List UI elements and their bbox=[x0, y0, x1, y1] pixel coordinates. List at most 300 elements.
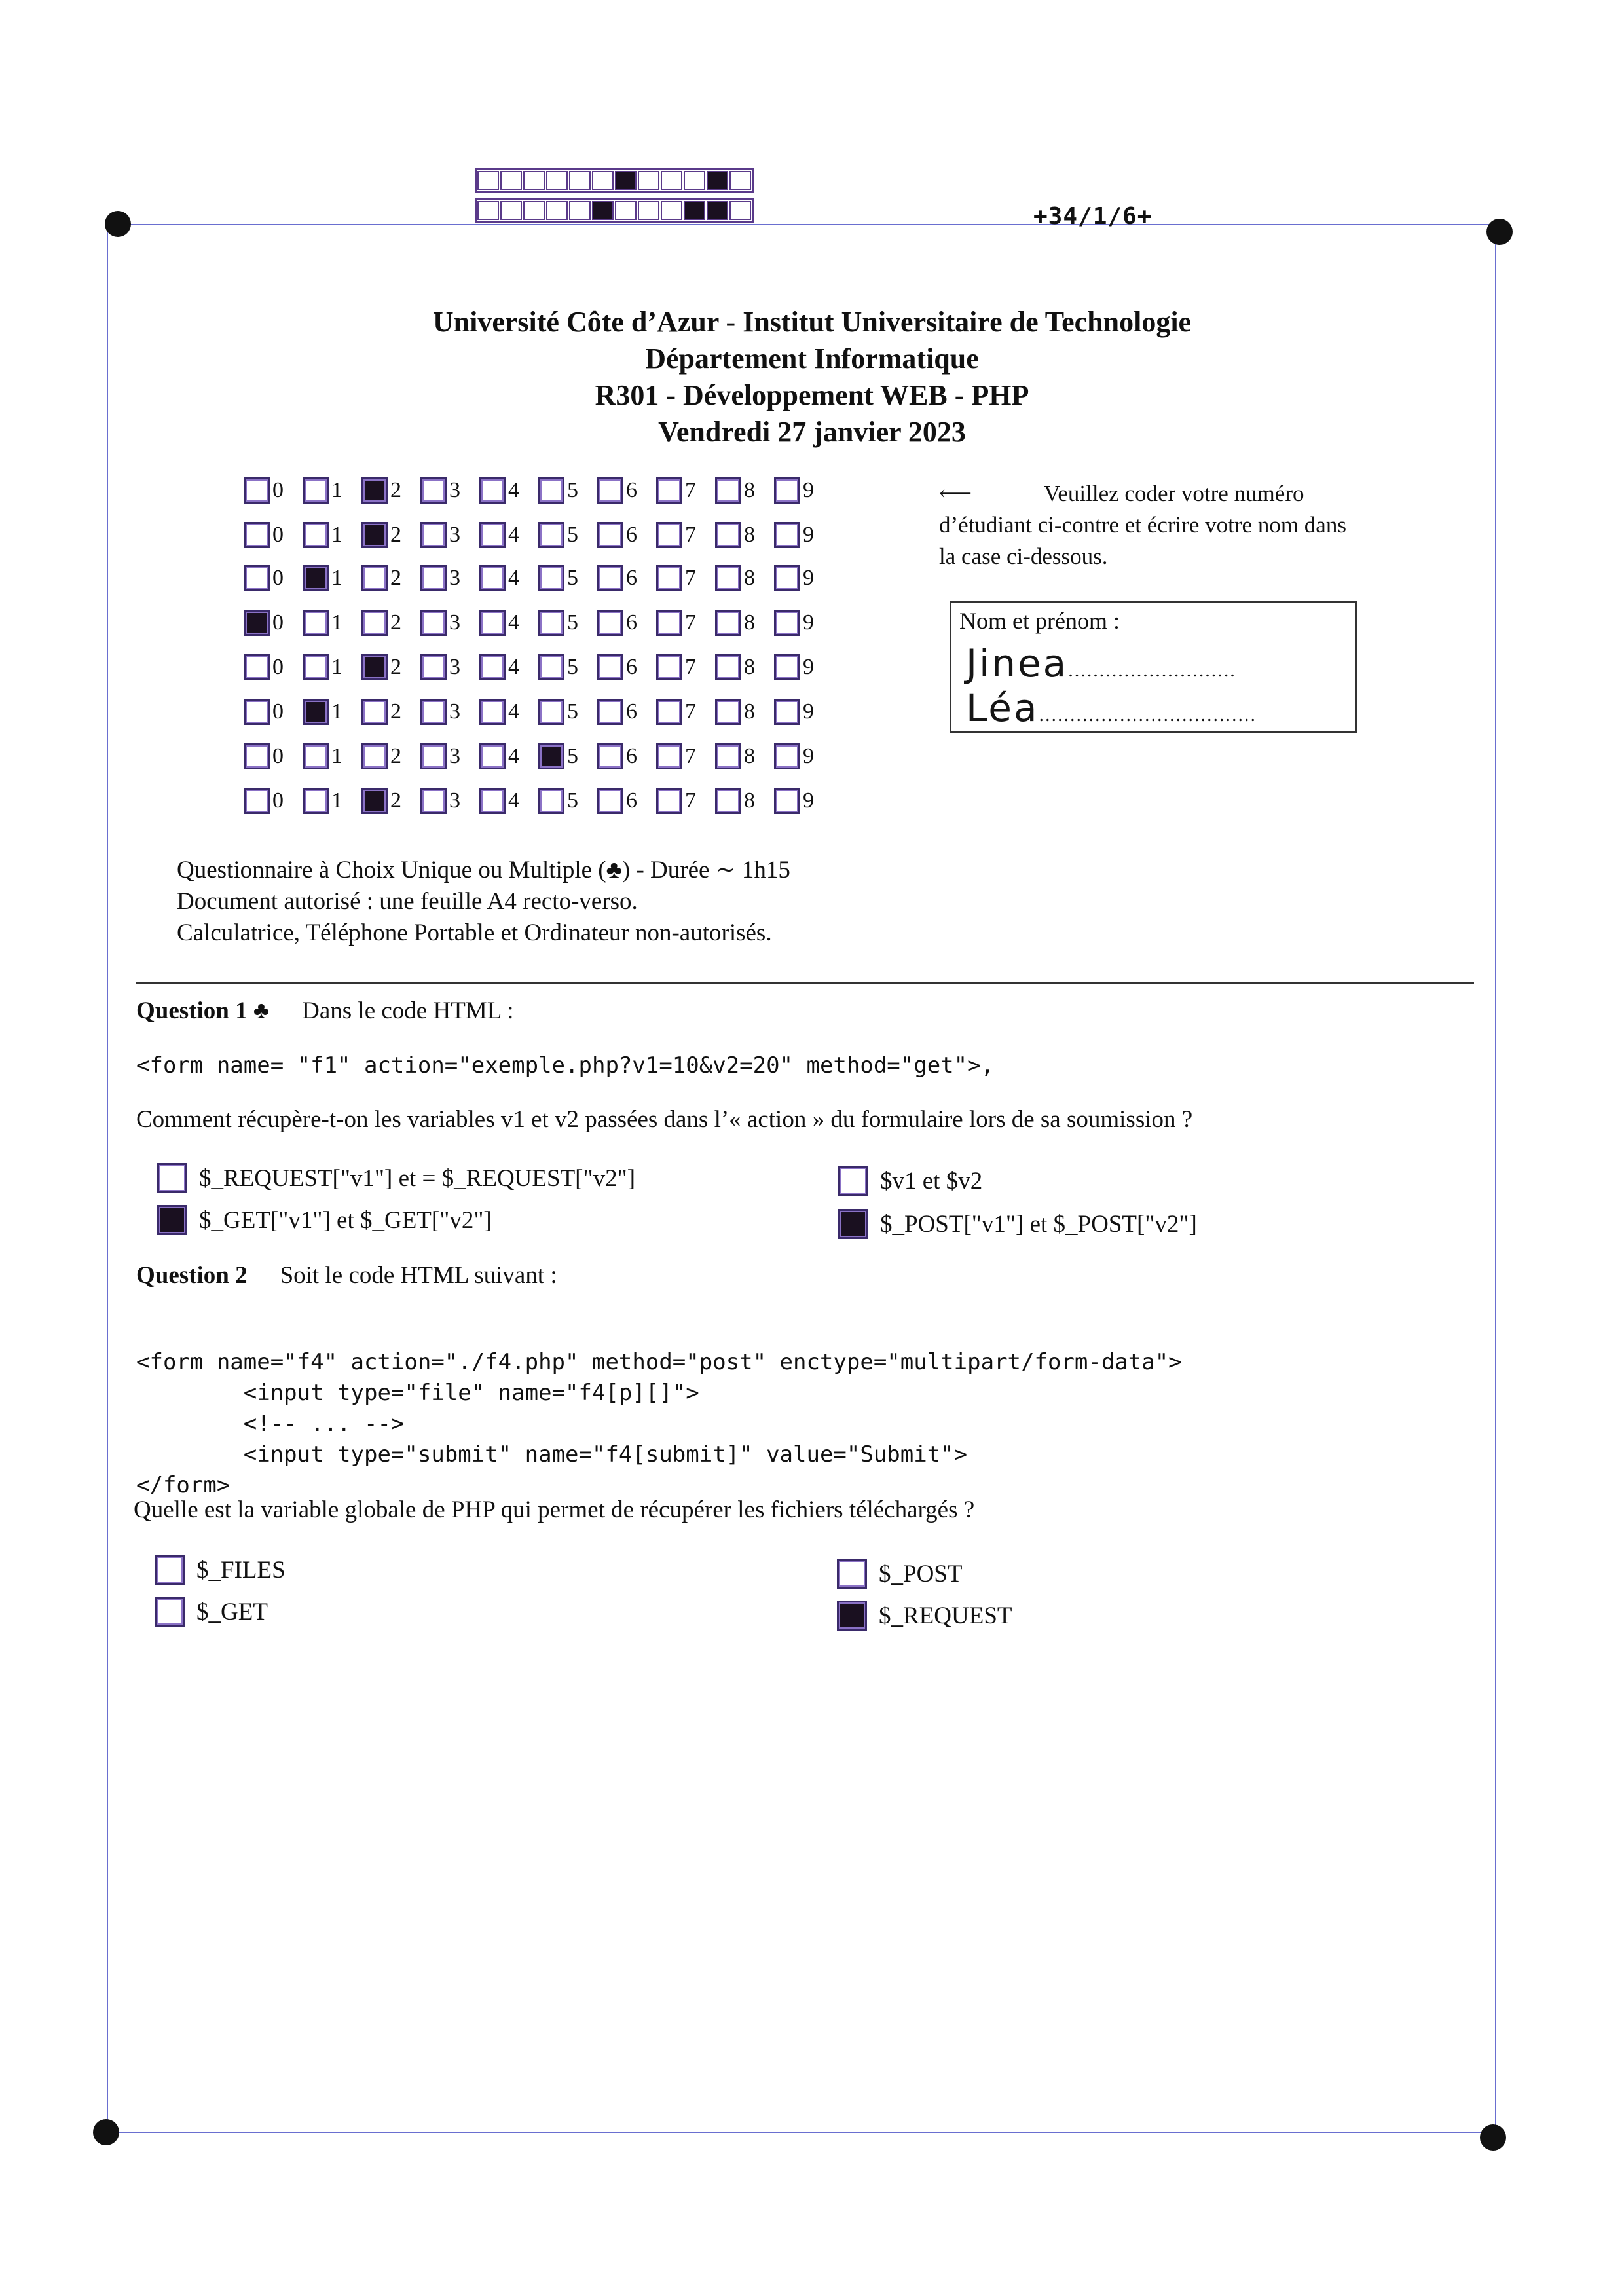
digit-checkbox[interactable] bbox=[538, 788, 564, 814]
barcode-cell bbox=[500, 171, 522, 190]
digit-option[interactable] bbox=[715, 522, 774, 548]
digit-option[interactable] bbox=[597, 477, 656, 504]
digit-checkbox[interactable] bbox=[420, 610, 447, 636]
digit-checkbox[interactable] bbox=[715, 743, 741, 769]
digit-option[interactable] bbox=[303, 610, 361, 636]
digit-option[interactable] bbox=[597, 788, 656, 814]
digit-checkbox[interactable] bbox=[715, 654, 741, 680]
digit-checkbox[interactable] bbox=[420, 654, 447, 680]
digit-checkbox[interactable] bbox=[538, 743, 564, 769]
student-number-row bbox=[244, 605, 833, 640]
digit-option[interactable] bbox=[303, 565, 361, 591]
digit-label: 8 bbox=[744, 788, 755, 813]
digit-label: 2 bbox=[390, 699, 401, 724]
frame-left bbox=[107, 226, 108, 2132]
digit-checkbox[interactable] bbox=[597, 610, 623, 636]
digit-checkbox[interactable] bbox=[303, 522, 329, 548]
digit-checkbox[interactable] bbox=[479, 699, 506, 725]
digit-option[interactable] bbox=[774, 788, 833, 814]
checkbox[interactable] bbox=[155, 1555, 185, 1585]
digit-option[interactable] bbox=[420, 477, 479, 504]
digit-checkbox[interactable] bbox=[420, 699, 447, 725]
barcode-cell bbox=[615, 171, 637, 190]
digit-checkbox[interactable] bbox=[597, 522, 623, 548]
digit-option[interactable] bbox=[244, 788, 303, 814]
digit-option[interactable] bbox=[538, 610, 597, 636]
digit-label: 8 bbox=[744, 699, 755, 724]
digit-checkbox[interactable] bbox=[303, 610, 329, 636]
digit-checkbox[interactable] bbox=[538, 654, 564, 680]
digit-label: 5 bbox=[567, 744, 578, 768]
digit-checkbox[interactable] bbox=[479, 522, 506, 548]
digit-option[interactable] bbox=[656, 610, 715, 636]
digit-checkbox[interactable] bbox=[538, 522, 564, 548]
digit-checkbox[interactable] bbox=[479, 654, 506, 680]
digit-label: 6 bbox=[626, 699, 637, 724]
digit-label: 0 bbox=[272, 788, 284, 813]
digit-label: 7 bbox=[685, 788, 696, 813]
digit-checkbox[interactable] bbox=[656, 654, 682, 680]
digit-option[interactable] bbox=[361, 565, 420, 591]
digit-label: 9 bbox=[803, 610, 814, 635]
answer-label: $_POST bbox=[879, 1560, 963, 1587]
barcode-cell bbox=[546, 171, 568, 190]
digit-checkbox[interactable] bbox=[244, 565, 270, 591]
digit-option[interactable] bbox=[656, 788, 715, 814]
digit-label: 3 bbox=[449, 610, 460, 635]
digit-label: 3 bbox=[449, 566, 460, 590]
digit-checkbox[interactable] bbox=[303, 788, 329, 814]
answer-label: $_GET bbox=[196, 1598, 268, 1625]
digit-option[interactable] bbox=[479, 522, 538, 548]
barcode-cell bbox=[638, 201, 659, 220]
code-line: <input type="file" name="f4[p][]"> bbox=[136, 1380, 699, 1406]
digit-checkbox[interactable] bbox=[420, 743, 447, 769]
digit-checkbox[interactable] bbox=[715, 699, 741, 725]
digit-option[interactable] bbox=[774, 522, 833, 548]
frame-bottom bbox=[105, 2132, 1493, 2133]
digit-label: 3 bbox=[449, 788, 460, 813]
digit-checkbox[interactable] bbox=[420, 522, 447, 548]
digit-label: 6 bbox=[626, 655, 637, 679]
digit-option[interactable] bbox=[774, 477, 833, 504]
exam-info-line-2: Document autorisé : une feuille A4 recto-verso. bbox=[177, 888, 638, 915]
digit-label: 1 bbox=[331, 655, 342, 679]
digit-checkbox[interactable] bbox=[656, 743, 682, 769]
digit-label: 6 bbox=[626, 788, 637, 813]
digit-label: 3 bbox=[449, 478, 460, 502]
digit-checkbox[interactable] bbox=[361, 743, 388, 769]
checkbox[interactable] bbox=[155, 1597, 185, 1627]
digit-label: 7 bbox=[685, 610, 696, 635]
barcode-cell bbox=[661, 201, 682, 220]
digit-checkbox[interactable] bbox=[361, 477, 388, 504]
digit-option[interactable] bbox=[479, 699, 538, 725]
digit-label: 8 bbox=[744, 655, 755, 679]
digit-option[interactable] bbox=[715, 610, 774, 636]
digit-checkbox[interactable] bbox=[303, 699, 329, 725]
digit-checkbox[interactable] bbox=[479, 788, 506, 814]
digit-option[interactable] bbox=[538, 788, 597, 814]
digit-checkbox[interactable] bbox=[656, 565, 682, 591]
barcode-cell bbox=[546, 201, 568, 220]
digit-checkbox[interactable] bbox=[303, 743, 329, 769]
digit-checkbox[interactable] bbox=[656, 522, 682, 548]
digit-checkbox[interactable] bbox=[538, 477, 564, 504]
barcode-cell bbox=[661, 171, 682, 190]
code-line: <!-- ... --> bbox=[136, 1411, 405, 1437]
digit-label: 7 bbox=[685, 699, 696, 724]
question-2-label: Question 2 bbox=[136, 1262, 248, 1289]
name-line-1 bbox=[966, 641, 1236, 686]
digit-option[interactable] bbox=[244, 699, 303, 725]
digit-option[interactable] bbox=[361, 610, 420, 636]
digit-option[interactable] bbox=[303, 699, 361, 725]
digit-option[interactable] bbox=[303, 477, 361, 504]
digit-label: 9 bbox=[803, 478, 814, 502]
answer-label: $_POST["v1"] et $_POST["v2"] bbox=[880, 1210, 1197, 1238]
q1-answer-3[interactable] bbox=[838, 1166, 982, 1196]
barcode-cell bbox=[615, 201, 637, 220]
digit-label: 6 bbox=[626, 523, 637, 547]
digit-checkbox[interactable] bbox=[361, 699, 388, 725]
digit-checkbox[interactable] bbox=[656, 610, 682, 636]
question-1-code: <form name= "f1" action="exemple.php?v1=10&v2=20" method="get">, bbox=[136, 1052, 995, 1079]
student-number-row bbox=[244, 517, 833, 553]
digit-label: 1 bbox=[331, 744, 342, 768]
digit-option[interactable] bbox=[597, 743, 656, 769]
dots-line-1: ........................... bbox=[1068, 659, 1236, 681]
digit-checkbox[interactable] bbox=[538, 610, 564, 636]
barcode-cell bbox=[569, 201, 591, 220]
digit-checkbox[interactable] bbox=[774, 788, 800, 814]
code-line: <input type="submit" name="f4[submit]" value="Submit"> bbox=[136, 1441, 968, 1468]
q1-answer-1[interactable] bbox=[157, 1163, 635, 1193]
digit-checkbox[interactable] bbox=[244, 654, 270, 680]
barcode-cell bbox=[592, 171, 614, 190]
digit-label: 8 bbox=[744, 566, 755, 590]
checkbox[interactable] bbox=[838, 1166, 868, 1196]
digit-checkbox[interactable] bbox=[361, 654, 388, 680]
digit-checkbox[interactable] bbox=[656, 788, 682, 814]
answer-label: $_GET["v1"] et $_GET["v2"] bbox=[199, 1206, 492, 1234]
digit-checkbox[interactable] bbox=[774, 699, 800, 725]
digit-label: 4 bbox=[508, 744, 519, 768]
digit-option[interactable] bbox=[597, 522, 656, 548]
digit-option[interactable] bbox=[479, 654, 538, 680]
digit-option[interactable] bbox=[244, 610, 303, 636]
digit-label: 6 bbox=[626, 566, 637, 590]
digit-label: 3 bbox=[449, 744, 460, 768]
header-course: R301 - Développement WEB - PHP bbox=[595, 379, 1029, 411]
digit-checkbox[interactable] bbox=[420, 565, 447, 591]
digit-checkbox[interactable] bbox=[774, 565, 800, 591]
q1-answer-4[interactable] bbox=[838, 1209, 1197, 1239]
digit-option[interactable] bbox=[361, 522, 420, 548]
code-line: </form> bbox=[136, 1472, 231, 1498]
digit-option[interactable] bbox=[656, 477, 715, 504]
digit-option[interactable] bbox=[774, 654, 833, 680]
checkbox[interactable] bbox=[157, 1163, 187, 1193]
digit-checkbox[interactable] bbox=[244, 522, 270, 548]
digit-option[interactable] bbox=[656, 565, 715, 591]
answer-label: $_REQUEST["v1"] et = $_REQUEST["v2"] bbox=[199, 1164, 636, 1192]
digit-checkbox[interactable] bbox=[774, 610, 800, 636]
digit-label: 5 bbox=[567, 566, 578, 590]
digit-checkbox[interactable] bbox=[597, 743, 623, 769]
checkbox[interactable] bbox=[837, 1601, 867, 1631]
digit-label: 7 bbox=[685, 744, 696, 768]
digit-checkbox[interactable] bbox=[244, 743, 270, 769]
q2-answer-3[interactable] bbox=[837, 1559, 962, 1589]
digit-checkbox[interactable] bbox=[244, 477, 270, 504]
handwritten-last-name: Jinea bbox=[966, 641, 1069, 686]
digit-checkbox[interactable] bbox=[244, 610, 270, 636]
digit-checkbox[interactable] bbox=[538, 565, 564, 591]
barcode-cell bbox=[500, 201, 522, 220]
digit-label: 6 bbox=[626, 610, 637, 635]
barcode-cell bbox=[569, 171, 591, 190]
digit-checkbox[interactable] bbox=[303, 654, 329, 680]
digit-checkbox[interactable] bbox=[774, 477, 800, 504]
digit-label: 5 bbox=[567, 610, 578, 635]
digit-option[interactable] bbox=[597, 654, 656, 680]
digit-checkbox[interactable] bbox=[715, 522, 741, 548]
digit-checkbox[interactable] bbox=[361, 610, 388, 636]
barcode-cell bbox=[729, 171, 751, 190]
digit-option[interactable] bbox=[420, 743, 479, 769]
digit-checkbox[interactable] bbox=[715, 477, 741, 504]
digit-label: 0 bbox=[272, 610, 284, 635]
digit-label: 5 bbox=[567, 478, 578, 502]
digit-option[interactable] bbox=[656, 743, 715, 769]
barcode-strip-2 bbox=[475, 198, 754, 223]
digit-checkbox[interactable] bbox=[479, 743, 506, 769]
student-number-row bbox=[244, 694, 833, 730]
digit-option[interactable] bbox=[361, 654, 420, 680]
digit-option[interactable] bbox=[244, 522, 303, 548]
q2-answer-2[interactable] bbox=[155, 1597, 268, 1627]
digit-checkbox[interactable] bbox=[361, 788, 388, 814]
digit-checkbox[interactable] bbox=[420, 788, 447, 814]
digit-label: 4 bbox=[508, 788, 519, 813]
frame-top bbox=[118, 224, 1500, 225]
digit-label: 8 bbox=[744, 610, 755, 635]
digit-label: 0 bbox=[272, 744, 284, 768]
digit-option[interactable] bbox=[361, 477, 420, 504]
digit-label: 0 bbox=[272, 655, 284, 679]
digit-label: 2 bbox=[390, 744, 401, 768]
digit-option[interactable] bbox=[538, 699, 597, 725]
q2-answer-4[interactable] bbox=[837, 1601, 1012, 1631]
barcode-cell bbox=[707, 171, 728, 190]
digit-option[interactable] bbox=[715, 743, 774, 769]
digit-option[interactable] bbox=[420, 522, 479, 548]
digit-label: 0 bbox=[272, 566, 284, 590]
digit-checkbox[interactable] bbox=[244, 788, 270, 814]
digit-label: 0 bbox=[272, 523, 284, 547]
barcode-cell bbox=[523, 171, 545, 190]
digit-option[interactable] bbox=[715, 565, 774, 591]
digit-option[interactable] bbox=[715, 788, 774, 814]
digit-option[interactable] bbox=[479, 610, 538, 636]
instructions-text: Veuillez coder votre numéro d’étudiant ci-contre et écrire votre nom dans la case ci-dessous. bbox=[939, 481, 1346, 569]
digit-checkbox[interactable] bbox=[656, 477, 682, 504]
digit-option[interactable] bbox=[420, 654, 479, 680]
barcode-cell bbox=[729, 201, 751, 220]
digit-label: 5 bbox=[567, 655, 578, 679]
digit-checkbox[interactable] bbox=[597, 788, 623, 814]
digit-checkbox[interactable] bbox=[597, 699, 623, 725]
digit-label: 1 bbox=[331, 566, 342, 590]
digit-option[interactable] bbox=[361, 743, 420, 769]
question-1-label: Question 1 ♣ bbox=[136, 997, 270, 1024]
digit-label: 0 bbox=[272, 699, 284, 724]
barcode-cell bbox=[684, 201, 705, 220]
digit-label: 4 bbox=[508, 610, 519, 635]
digit-option[interactable] bbox=[538, 743, 597, 769]
digit-option[interactable] bbox=[244, 654, 303, 680]
barcode-cell bbox=[477, 201, 499, 220]
digit-checkbox[interactable] bbox=[774, 522, 800, 548]
student-number-row bbox=[244, 473, 833, 508]
exam-info bbox=[177, 855, 790, 949]
checkbox[interactable] bbox=[157, 1205, 187, 1235]
digit-label: 8 bbox=[744, 744, 755, 768]
digit-label: 4 bbox=[508, 655, 519, 679]
digit-option[interactable] bbox=[479, 788, 538, 814]
digit-option[interactable] bbox=[774, 565, 833, 591]
digit-option[interactable] bbox=[303, 654, 361, 680]
name-line-2 bbox=[966, 686, 1257, 730]
digit-checkbox[interactable] bbox=[479, 610, 506, 636]
digit-option[interactable] bbox=[303, 743, 361, 769]
digit-checkbox[interactable] bbox=[244, 699, 270, 725]
corner-marker-top-left bbox=[105, 211, 131, 237]
digit-option[interactable] bbox=[303, 788, 361, 814]
digit-option[interactable] bbox=[656, 654, 715, 680]
digit-option[interactable] bbox=[538, 522, 597, 548]
digit-option[interactable] bbox=[420, 788, 479, 814]
digit-option[interactable] bbox=[361, 699, 420, 725]
digit-checkbox[interactable] bbox=[774, 654, 800, 680]
digit-option[interactable] bbox=[244, 565, 303, 591]
digit-option[interactable] bbox=[420, 699, 479, 725]
digit-checkbox[interactable] bbox=[715, 788, 741, 814]
digit-option[interactable] bbox=[597, 565, 656, 591]
q1-answer-2[interactable] bbox=[157, 1205, 492, 1235]
digit-label: 0 bbox=[272, 478, 284, 502]
digit-checkbox[interactable] bbox=[774, 743, 800, 769]
corner-marker-bottom-right bbox=[1480, 2124, 1506, 2151]
barcode-cell bbox=[477, 171, 499, 190]
digit-label: 8 bbox=[744, 523, 755, 547]
digit-option[interactable] bbox=[715, 699, 774, 725]
digit-option[interactable] bbox=[420, 610, 479, 636]
digit-label: 3 bbox=[449, 523, 460, 547]
name-box-title: Nom et prénom : bbox=[959, 608, 1120, 634]
digit-checkbox[interactable] bbox=[597, 565, 623, 591]
digit-option[interactable] bbox=[597, 699, 656, 725]
digit-option[interactable] bbox=[774, 610, 833, 636]
digit-label: 9 bbox=[803, 788, 814, 813]
digit-label: 9 bbox=[803, 655, 814, 679]
digit-checkbox[interactable] bbox=[420, 477, 447, 504]
digit-label: 2 bbox=[390, 788, 401, 813]
student-number-row bbox=[244, 739, 833, 774]
digit-option[interactable] bbox=[538, 477, 597, 504]
digit-label: 2 bbox=[390, 478, 401, 502]
barcode-cell bbox=[638, 171, 659, 190]
digit-option[interactable] bbox=[715, 654, 774, 680]
digit-option[interactable] bbox=[715, 477, 774, 504]
q2-answer-1[interactable] bbox=[155, 1555, 286, 1585]
checkbox[interactable] bbox=[838, 1209, 868, 1239]
digit-label: 2 bbox=[390, 566, 401, 590]
digit-label: 1 bbox=[331, 699, 342, 724]
digit-option[interactable] bbox=[597, 610, 656, 636]
digit-option[interactable] bbox=[420, 565, 479, 591]
digit-checkbox[interactable] bbox=[303, 565, 329, 591]
exam-info-line-3: Calculatrice, Téléphone Portable et Ordinateur non-autorisés. bbox=[177, 919, 772, 946]
digit-option[interactable] bbox=[479, 477, 538, 504]
question-1-title bbox=[136, 997, 513, 1025]
answer-label: $_REQUEST bbox=[879, 1602, 1012, 1629]
digit-option[interactable] bbox=[479, 743, 538, 769]
digit-checkbox[interactable] bbox=[597, 477, 623, 504]
digit-option[interactable] bbox=[656, 522, 715, 548]
digit-option[interactable] bbox=[538, 654, 597, 680]
digit-label: 4 bbox=[508, 478, 519, 502]
digit-checkbox[interactable] bbox=[715, 610, 741, 636]
digit-option[interactable] bbox=[244, 743, 303, 769]
digit-option[interactable] bbox=[479, 565, 538, 591]
digit-checkbox[interactable] bbox=[479, 477, 506, 504]
handwritten-first-name: Léa bbox=[966, 686, 1039, 730]
question-1-intro: Dans le code HTML : bbox=[302, 997, 514, 1024]
digit-label: 9 bbox=[803, 744, 814, 768]
digit-option[interactable] bbox=[303, 522, 361, 548]
digit-checkbox[interactable] bbox=[538, 699, 564, 725]
digit-option[interactable] bbox=[244, 477, 303, 504]
digit-label: 1 bbox=[331, 523, 342, 547]
digit-checkbox[interactable] bbox=[303, 477, 329, 504]
digit-label: 5 bbox=[567, 699, 578, 724]
digit-option[interactable] bbox=[361, 788, 420, 814]
barcode-cell bbox=[592, 201, 614, 220]
digit-option[interactable] bbox=[774, 743, 833, 769]
digit-option[interactable] bbox=[774, 699, 833, 725]
digit-checkbox[interactable] bbox=[715, 565, 741, 591]
digit-label: 9 bbox=[803, 523, 814, 547]
checkbox[interactable] bbox=[837, 1559, 867, 1589]
digit-label: 4 bbox=[508, 566, 519, 590]
digit-checkbox[interactable] bbox=[361, 522, 388, 548]
digit-option[interactable] bbox=[538, 565, 597, 591]
dots-line-2: ................................... bbox=[1039, 704, 1257, 726]
digit-label: 7 bbox=[685, 655, 696, 679]
digit-option[interactable] bbox=[656, 699, 715, 725]
digit-label: 6 bbox=[626, 744, 637, 768]
digit-checkbox[interactable] bbox=[361, 565, 388, 591]
digit-label: 3 bbox=[449, 699, 460, 724]
digit-checkbox[interactable] bbox=[597, 654, 623, 680]
digit-checkbox[interactable] bbox=[656, 699, 682, 725]
digit-label: 2 bbox=[390, 523, 401, 547]
digit-label: 8 bbox=[744, 478, 755, 502]
digit-checkbox[interactable] bbox=[479, 565, 506, 591]
name-box[interactable] bbox=[950, 601, 1357, 733]
